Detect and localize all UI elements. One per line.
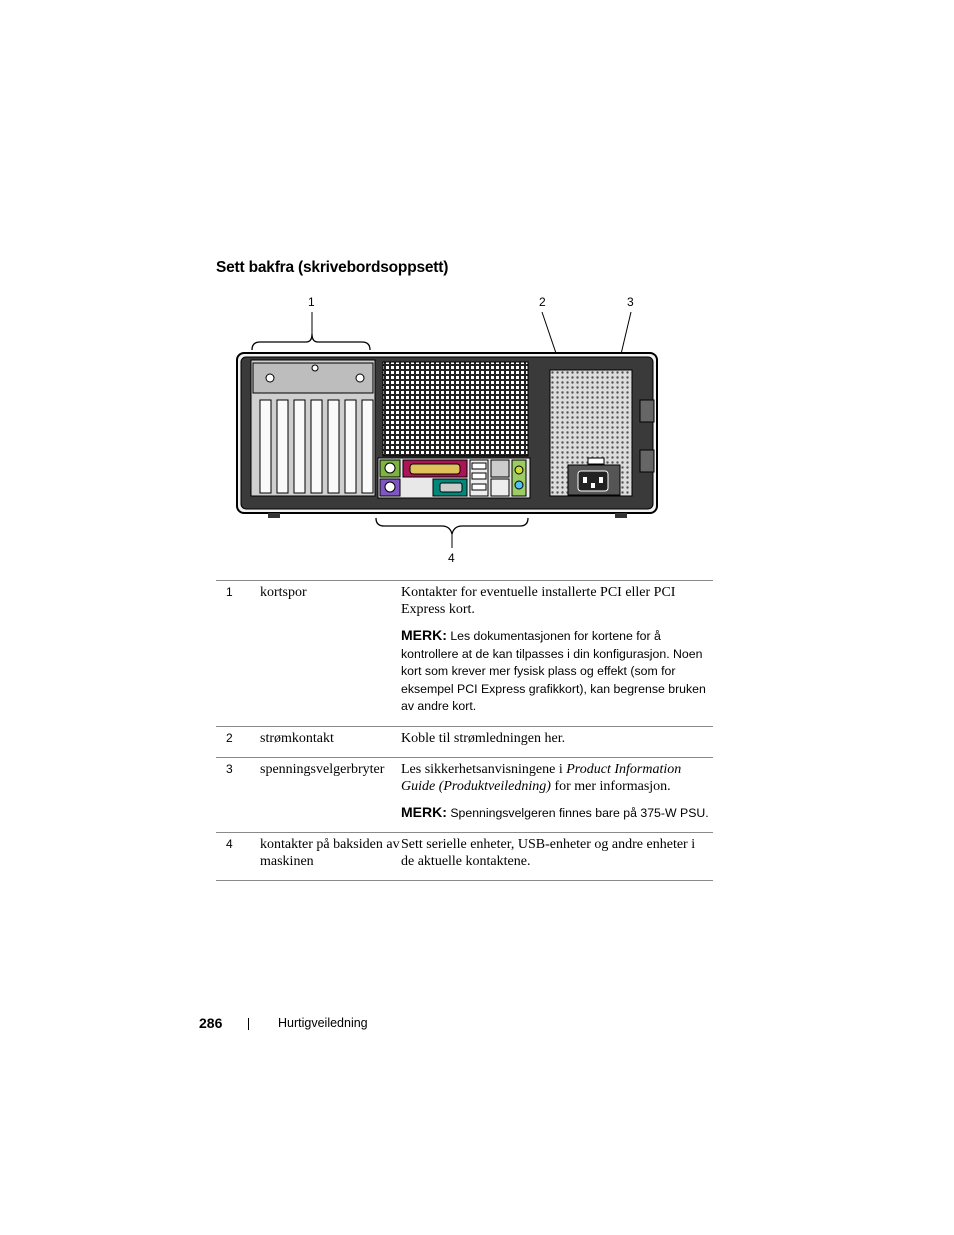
row-description [401,757,713,833]
callout-3: 3 [627,295,634,309]
note [401,627,709,716]
description-text: Kontakter for eventuelle installerte PCI eller PCI Express kort. [401,585,676,617]
description-text [401,761,709,795]
callout-4: 4 [448,551,455,565]
row-number: 1 [216,581,260,727]
description-pre: Les sikkerhetsanvisningene i [401,761,567,777]
note-text: Spenningsvelgeren finnes bare på 375-W PSU. [450,805,709,820]
row-description [401,581,713,727]
callout-1: 1 [308,295,315,309]
description-italic: Product Information Guide (Produktveiledning) [401,761,682,794]
brace-1 [252,334,370,350]
row-term: strømkontakt [260,726,401,757]
legend-table [216,580,713,881]
vent-grille [383,362,528,456]
row-number: 3 [216,757,260,833]
row-number: 2 [216,726,260,757]
row-term: spenningsvelgerbryter [260,757,401,833]
row-description [401,833,713,881]
table-row [216,833,713,881]
note-text: Les dokumentasjonen for kortene for å kontrollere at de kan tilpasses i din konfigurasjon. Noen kort som krever mer fysisk plass og effekt (som for eksempel PCI Express grafikkort), kan begrense bruken av andre kort. [401,629,706,713]
row-term: kontakter på baksiden av maskinen [260,833,401,881]
note-label: MERK: [401,803,447,820]
footer-divider [248,1018,249,1030]
table-row [216,726,713,757]
callout-2: 2 [539,295,546,309]
row-number: 4 [216,833,260,881]
description-post: for mer informasjon. [550,778,671,794]
description-text: Sett serielle enheter, USB-enheter og andre enheter i de aktuelle kontaktene. [401,837,696,869]
note-label: MERK: [401,627,447,643]
table-row [216,581,713,727]
computer-back-illustration [220,290,670,570]
table-row [216,757,713,833]
description-text: Koble til strømledningen her. [401,730,566,746]
section-heading: Sett bakfra (skrivebordsoppsett) [216,259,449,276]
footer-title: Hurtigveiledning [278,1016,368,1030]
row-term: kortspor [260,581,401,727]
page-number: 286 [199,1015,223,1031]
note [401,804,709,823]
row-description [401,726,713,757]
brace-4 [376,518,528,534]
card-brackets [260,400,373,493]
voltage-switch [588,458,604,464]
